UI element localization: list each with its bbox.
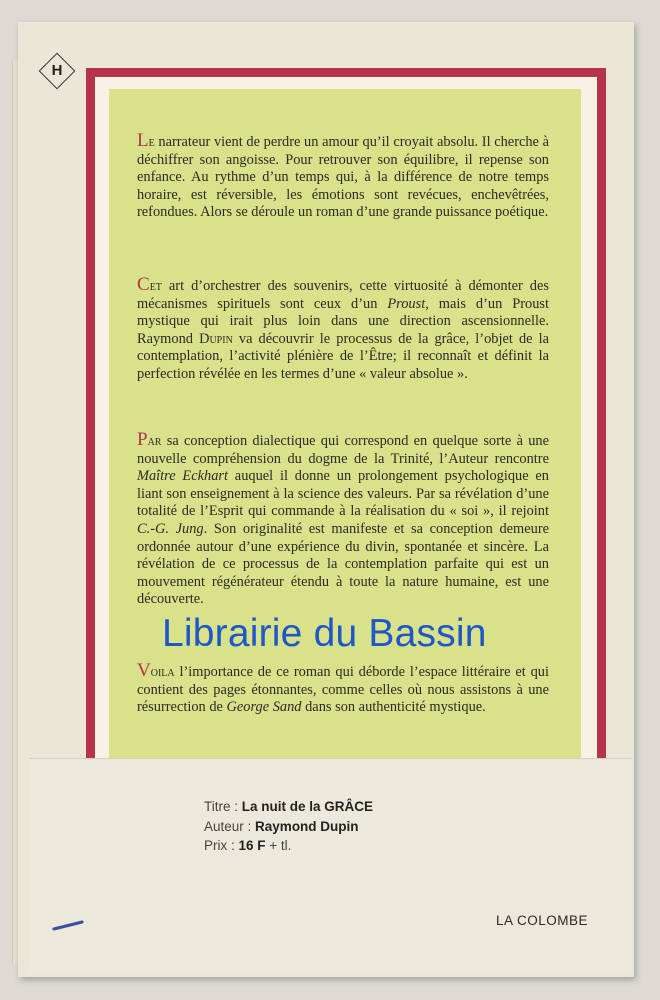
title-label: Titre :	[204, 799, 239, 814]
paragraph-text: . Son originalité est manifeste et sa conception demeure ordonnée autour d’une expérience du divin, spontanée et sincère. La révélation de ce processus de la contemplation parfaite qui est un mouvement régénérateur étendu à toute la nature humaine, est une découverte.	[137, 520, 549, 608]
publisher-name: LA COLOMBE	[496, 913, 589, 928]
blurb-paragraph-1	[137, 132, 549, 222]
blurb-paragraph-3	[137, 431, 549, 609]
paragraph-text: l’importance de ce roman qui déborde l’espace littéraire et qui contient des pages étonnantes, comme celles où nous assistons à une résurrection de	[137, 664, 549, 716]
initial-tail: ar	[147, 433, 162, 449]
paragraph-text: va découvrir le processus de la grâce, l’objet de la contemplation, l’activité plénière de l’Être; il reconnaît et définit la perfection révélée en les termes d’une « valeur absolue ».	[137, 330, 549, 382]
author-line	[204, 817, 359, 837]
title-line	[204, 797, 373, 817]
proust-italic: Proust	[387, 295, 426, 312]
logo-letter: H	[51, 62, 63, 79]
eckhart-italic: Maître Eckhart	[137, 468, 228, 485]
price-label-strip	[30, 758, 632, 974]
initial-tail: e	[148, 134, 155, 150]
price-suffix: + tl.	[265, 838, 292, 853]
price-value: 16 F	[238, 838, 266, 853]
blurb-paragraph-4	[137, 662, 549, 717]
title-value: La nuit de la GRÂCE	[241, 799, 374, 814]
paragraph-text: art d’orchestrer des souvenirs, cette virtuosité à démonter des mécanismes spirituels sont ceux d’un	[137, 278, 549, 312]
drop-initial: P	[137, 429, 148, 450]
jung-italic: C.-G. Jung	[137, 520, 204, 537]
drop-initial: C	[137, 274, 150, 295]
paragraph-text: , mais d’un Proust mystique qui irait plus loin dans une direction ascensionnelle. Raymond	[137, 295, 549, 347]
initial-tail: oila	[150, 664, 175, 680]
price-line	[204, 836, 291, 856]
author-label: Auteur :	[204, 819, 252, 834]
seller-watermark: Librairie du Bassin	[162, 612, 487, 655]
author-value: Raymond Dupin	[255, 819, 359, 834]
drop-initial: V	[137, 660, 151, 681]
author-name-small-caps: Dupin	[199, 330, 233, 347]
george-sand-italic: George Sand	[226, 699, 302, 716]
paragraph-text: narrateur vient de perdre un amour qu’il croyait absolu. Il cherche à déchiffrer son angoisse. Pour retrouver son équilibre, il repense son enfance. Au rythme d’un temps qui, à la différence de notre temps horaire, est réversible, les émotions sont revécues, enchevêtrées, refondues. Alors se déroule un roman d’une grande puissance poétique.	[137, 134, 549, 221]
initial-tail: et	[149, 278, 162, 294]
paragraph-text: auquel il donne un prolongement psychologique en liant son enseignement à la science des valeurs. Par sa révélation d’une totalité de l’Esprit qui commande à la réalisation du « soi », il rejoint	[137, 468, 549, 520]
blurb-paragraph-2	[137, 276, 549, 384]
drop-initial: L	[137, 130, 149, 151]
paragraph-text: dans son authenticité mystique.	[301, 699, 486, 716]
price-label: Prix :	[204, 838, 235, 853]
paragraph-text: sa conception dialectique qui correspond en quelque sorte à une nouvelle compréhension du dogme de la Trinité, l’Auteur rencontre	[137, 433, 549, 467]
